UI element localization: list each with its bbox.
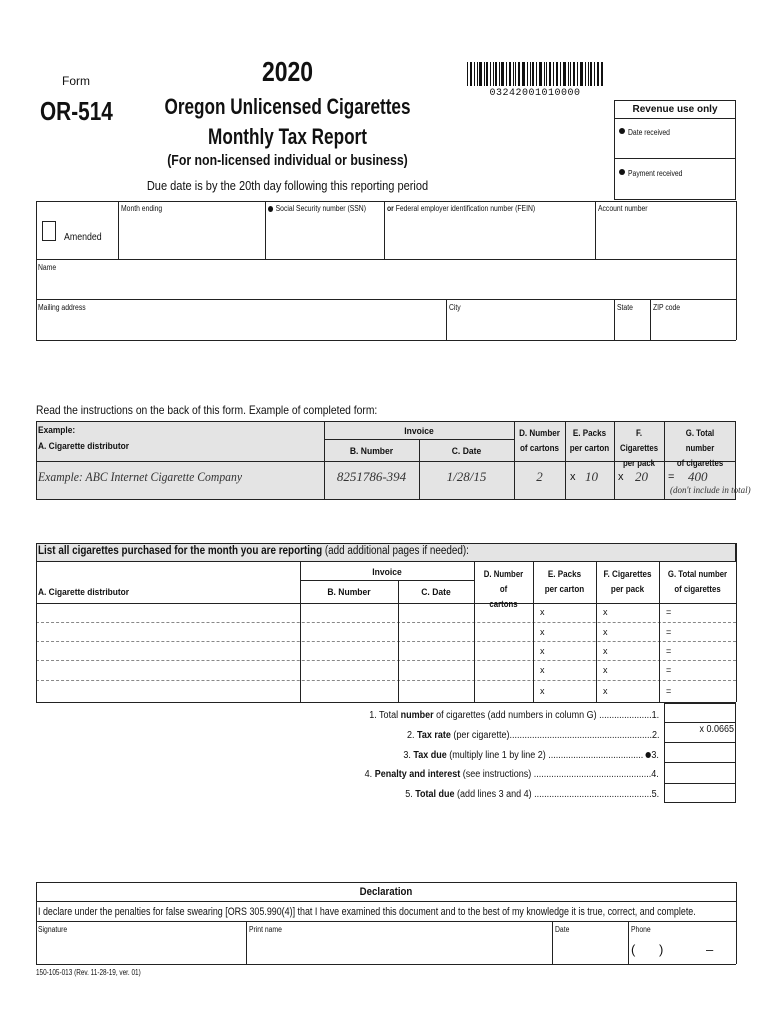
row-x-e: x [540, 646, 545, 656]
total-line-3 [403, 750, 659, 761]
ssn-label: Social Security number (SSN) [275, 204, 366, 213]
purchases-col-g [666, 567, 729, 597]
l2-bold: Tax rate [416, 730, 451, 741]
barcode [467, 62, 603, 86]
bullet-icon [268, 206, 273, 212]
month-ending-field[interactable]: Month ending [121, 204, 163, 213]
example-label: Example: [38, 425, 76, 436]
payment-received-field[interactable] [615, 159, 735, 181]
row-x-f: x [603, 646, 608, 656]
example-col-g-line2: of cigarettes [676, 458, 724, 469]
city-field[interactable]: City [449, 303, 461, 312]
row-x-e: x [540, 665, 545, 675]
purchases-col-d-line2: cartons [489, 599, 518, 610]
amended-checkbox[interactable] [42, 221, 56, 241]
example-x1: x [570, 471, 576, 483]
fein-field[interactable] [387, 204, 535, 213]
purchases-col-f-line2: per pack [610, 584, 645, 595]
example-col-e-line2: per carton [569, 443, 610, 454]
line-3-field[interactable] [664, 743, 736, 762]
form-number: OR-514 [40, 96, 113, 126]
phone-paren-open: ( [631, 942, 636, 957]
l2-post: (per cigarette).........................................................2. [450, 730, 659, 741]
example-col-e-line1: E. Packs [572, 428, 607, 439]
purchases-col-f-line1: F. Cigarettes [603, 569, 652, 580]
fein-label: Federal employer identification number (FEIN) [395, 204, 536, 213]
zip-field[interactable]: ZIP code [653, 303, 681, 312]
example-col-f-line1: F. Cigarettes [619, 428, 659, 454]
purchases-col-g-line1: G. Total number [667, 569, 728, 580]
l5-post: (add lines 3 and 4) ...............................................5. [454, 789, 659, 800]
l4-bold: Penalty and interest [374, 769, 461, 780]
row-x-f: x [603, 607, 608, 617]
phone-dash: – [706, 942, 714, 957]
l3-num: 3. [651, 750, 659, 761]
purchases-col-c: C. Date [421, 587, 451, 598]
account-number-field[interactable]: Account number [598, 204, 648, 213]
instructions-text: Read the instructions on the back of this form. Example of completed form: [36, 403, 378, 417]
purchases-invoice-header: Invoice [372, 567, 402, 578]
declaration-text: I declare under the penalties for false swearing [ORS 305.990(4)] that I have examined this document and to the best of my knowledge it is true, correct, and complete. [38, 906, 696, 918]
row-x-e: x [540, 686, 545, 696]
example-note: (don't include in total) [670, 485, 751, 495]
bullet-icon [619, 128, 625, 134]
purchases-heading [38, 545, 469, 557]
l4-post: (see instructions) ...............................................4. [460, 769, 659, 780]
l3-post: (multiply line 1 by line 2) ...................................... [446, 750, 644, 761]
revenue-title: Revenue use only [615, 101, 735, 119]
l2-pre: 2. [406, 730, 417, 741]
date-received-label: Date received [628, 128, 670, 137]
row-eq: = [666, 686, 672, 696]
example-cigs: 20 [635, 469, 648, 484]
purchases-heading-bold: List all cigarettes purchased for the month you are reporting [38, 545, 323, 557]
row-x-f: x [603, 686, 608, 696]
total-line-1 [369, 710, 659, 721]
l1-bold: number [400, 710, 434, 721]
purchases-col-e-line1: E. Packs [547, 569, 582, 580]
example-eq: = [668, 471, 675, 483]
fein-or: or [387, 204, 394, 213]
mailing-address-field[interactable]: Mailing address [38, 303, 86, 312]
example-col-d [518, 426, 561, 456]
declaration-title: Declaration [359, 886, 413, 898]
revenue-use-box [614, 100, 736, 200]
purchases-col-a: A. Cigarette distributor [38, 587, 130, 598]
total-line-2 [407, 730, 659, 741]
line-5-field[interactable] [664, 784, 736, 803]
purchases-col-b: B. Number [327, 587, 371, 598]
purchases-col-f [601, 567, 655, 597]
example-distributor: Example: ABC Internet Cigarette Company [38, 469, 243, 484]
page-title [110, 94, 465, 150]
example-col-d-line1: D. Number [519, 428, 560, 439]
signature-field[interactable]: Signature [38, 925, 68, 934]
form-label: Form [62, 74, 90, 88]
l3-bold: Tax due [413, 750, 447, 761]
row-x-e: x [540, 607, 545, 617]
row-eq: = [666, 607, 672, 617]
barcode-graphic [467, 62, 603, 86]
example-col-a: A. Cigarette distributor [38, 441, 130, 452]
total-line-4 [365, 769, 659, 780]
purchases-col-d [479, 567, 527, 612]
example-col-f [619, 426, 660, 471]
l1-pre: 1. Total [369, 710, 401, 721]
l5-bold: Total due [415, 789, 455, 800]
payment-received-label: Payment received [628, 169, 683, 178]
row-eq: = [666, 646, 672, 656]
l4-pre: 4. [364, 769, 375, 780]
row-x-f: x [603, 665, 608, 675]
title-line-2: Monthly Tax Report [208, 124, 367, 149]
example-col-c: C. Date [451, 446, 482, 457]
example-col-g-line1: G. Total number [685, 428, 715, 454]
print-name-field[interactable]: Print name [249, 925, 282, 934]
tax-rate-value: x 0.0665 [699, 724, 734, 735]
purchases-heading-rest: (add additional pages if needed): [322, 545, 469, 557]
barcode-number: 03242001010000 [489, 88, 581, 99]
bullet-icon [619, 169, 625, 175]
row-eq: = [666, 665, 672, 675]
purchases-col-d-line1: D. Number of [483, 569, 524, 595]
example-col-d-line2: of cartons [519, 443, 560, 454]
l1-post: of cigarettes (add numbers in column G) .....................1. [433, 710, 659, 721]
example-col-g [670, 426, 729, 471]
bullet-icon [645, 752, 650, 758]
example-col-e [569, 426, 611, 456]
total-line-5 [405, 789, 659, 800]
name-field[interactable]: Name [38, 263, 57, 272]
row-x-e: x [540, 627, 545, 637]
form-revision-footer: 150-105-013 (Rev. 11-28-19, ver. 01) [36, 968, 141, 977]
state-field[interactable]: State [617, 303, 633, 312]
example-col-b: B. Number [349, 446, 394, 457]
date-field[interactable]: Date [555, 925, 570, 934]
example-invoice-header: Invoice [404, 426, 434, 437]
example-number: 8251786-394 [336, 469, 407, 484]
phone-field[interactable]: Phone [631, 925, 651, 934]
due-date-note: Due date is by the 20th day following this reporting period [146, 178, 429, 193]
row-x-f: x [603, 627, 608, 637]
title-line-1: Oregon Unlicensed Cigarettes [164, 94, 411, 119]
ssn-field[interactable] [268, 204, 366, 213]
row-eq: = [666, 627, 672, 637]
purchases-col-g-line2: of cigarettes [674, 584, 721, 595]
l5-pre: 5. [405, 789, 416, 800]
example-total: 400 [688, 469, 708, 484]
amended-label: Amended [64, 232, 102, 243]
example-x2: x [618, 471, 624, 483]
date-received-field[interactable] [615, 119, 735, 159]
form-year: 2020 [261, 56, 314, 87]
phone-paren-close: ) [659, 942, 664, 957]
l3-pre: 3. [403, 750, 414, 761]
example-date: 1/28/15 [446, 469, 487, 484]
purchases-col-e [538, 567, 592, 597]
subtitle: (For non-licensed individual or business) [167, 152, 408, 169]
line-4-field[interactable] [664, 763, 736, 783]
example-cartons: 2 [536, 469, 543, 484]
example-packs: 10 [585, 469, 598, 484]
line-1-field[interactable] [664, 703, 736, 722]
example-col-f-line2: per pack [622, 458, 656, 469]
purchases-col-e-line2: per carton [544, 584, 585, 595]
